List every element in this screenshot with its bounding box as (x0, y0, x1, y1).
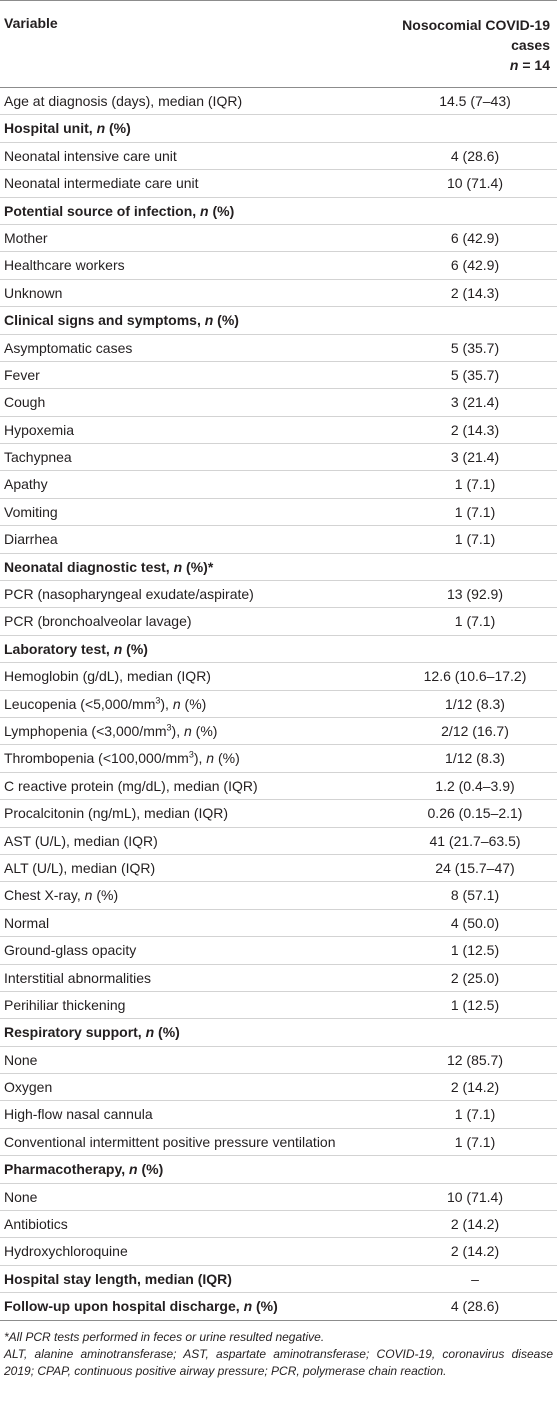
row-label-after: ), (193, 750, 207, 767)
row-label-tail: (%) (180, 695, 207, 712)
row-label-text: Follow-up upon hospital discharge, (4, 1298, 244, 1315)
row-label (4, 1189, 37, 1205)
table-footnotes (0, 1321, 557, 1380)
row-value: 2 (14.2) (450, 1243, 500, 1260)
row-label-text: Oxygen (4, 1079, 53, 1096)
row-label-text: AST (U/L), median (IQR) (4, 832, 158, 849)
row-label (4, 230, 48, 246)
row-label (4, 120, 131, 136)
row-label (4, 340, 132, 356)
row-label-text: Interstitial abnormalities (4, 969, 152, 986)
row-label-n: n (113, 640, 123, 657)
row-label-text: Conventional intermittent positive pressure ventilation (4, 1133, 336, 1150)
row-label-text: Leucopenia (<5,000/mm (4, 695, 156, 712)
row-value: 10 (71.4) (446, 175, 504, 192)
row-value: 2 (14.3) (450, 284, 500, 301)
row-label (4, 586, 254, 602)
row-label-n: n (172, 695, 181, 712)
row-label-text: Laboratory test, (4, 640, 114, 657)
table-row (0, 608, 557, 635)
table-row (0, 1184, 557, 1211)
table-row (0, 718, 557, 745)
row-label (4, 257, 125, 273)
row-label-n: n (200, 202, 209, 219)
row-value: 3 (21.4) (450, 449, 500, 466)
table-row (0, 992, 557, 1019)
row-label-text: Neonatal intensive care unit (4, 147, 177, 164)
row-label (4, 833, 158, 849)
row-label-n: n (184, 722, 192, 739)
row-label-tail: (%) (137, 1161, 164, 1178)
row-label-after: ), (171, 722, 184, 739)
row-label-n: n (173, 558, 183, 575)
row-label-text: Age at diagnosis (days), median (IQR) (4, 93, 243, 109)
table-row (0, 225, 557, 252)
footnote-abbreviations: ALT, alanine aminotransferase; AST, aspartate aminotransferase; COVID-19, coronavirus disease 2019; CPAP, continuous positive airway pressure; PCR, polymerase chain reaction. (4, 1346, 553, 1378)
row-label-tail: (%) (154, 1024, 180, 1041)
table-row (0, 855, 557, 882)
row-label (4, 504, 58, 520)
row-value: 1 (7.1) (454, 613, 496, 630)
header-cases-line1: Nosocomial COVID-19 (402, 17, 550, 33)
section-row (0, 307, 557, 334)
row-label-text: PCR (bronchoalveolar lavage) (4, 613, 192, 630)
row-label-text: Hypoxemia (4, 421, 75, 438)
row-label-text: High-flow nasal cannula (4, 1106, 153, 1123)
row-label (4, 367, 40, 383)
header-n-italic: n (509, 57, 519, 73)
table-row (0, 663, 557, 690)
row-label-n: n (84, 887, 93, 904)
row-value: – (471, 1270, 479, 1287)
table-row (0, 828, 557, 855)
table-row (0, 280, 557, 307)
row-label-text: Mother (4, 229, 48, 246)
row-label-n: n (145, 1024, 155, 1041)
row-label (4, 887, 118, 903)
table-row (0, 1047, 557, 1074)
row-label (4, 860, 155, 876)
row-value: 2/12 (16.7) (441, 722, 509, 739)
row-label (4, 1052, 37, 1068)
row-label (4, 203, 234, 219)
table-body (0, 88, 557, 1321)
row-label-tail: (%) (92, 887, 119, 904)
row-label (4, 942, 136, 958)
row-label-superscript: 3 (188, 749, 194, 760)
row-value: 5 (35.7) (450, 339, 500, 356)
row-label (4, 778, 258, 794)
row-label (4, 1243, 128, 1259)
section-row (0, 636, 557, 663)
section-row (0, 1156, 557, 1183)
row-value: 5 (35.7) (450, 366, 500, 383)
row-label (4, 531, 58, 547)
row-label-text: Chest X-ray, (4, 887, 85, 904)
table-row (0, 691, 557, 718)
section-row (0, 198, 557, 225)
table-header (0, 0, 557, 88)
row-label-text: None (4, 1188, 38, 1205)
row-value: 3 (21.4) (450, 394, 500, 411)
row-value: 12 (85.7) (446, 1051, 504, 1068)
row-value: 24 (15.7–47) (435, 859, 515, 876)
header-cases (350, 15, 550, 75)
row-label-text: PCR (nasopharyngeal exudate/aspirate) (4, 586, 254, 603)
row-value: 1 (7.1) (454, 503, 496, 520)
row-value: 12.6 (10.6–17.2) (423, 668, 527, 685)
table-row (0, 745, 557, 772)
row-label-n: n (243, 1298, 253, 1315)
row-label (4, 970, 151, 986)
row-label-text: Neonatal diagnostic test, (4, 558, 174, 575)
row-label-text: Ground-glass opacity (4, 942, 137, 959)
row-value: 1 (7.1) (454, 1133, 496, 1150)
row-label-text: Healthcare workers (4, 257, 125, 274)
row-label-text: Neonatal intermediate care unit (4, 175, 199, 192)
row-value: 0.26 (0.15–2.1) (427, 805, 523, 822)
row-label-text: Tachypnea (4, 449, 72, 466)
row-label (4, 285, 62, 301)
row-value: 2 (14.2) (450, 1079, 500, 1096)
row-value: 13 (92.9) (446, 586, 504, 603)
table-row (0, 252, 557, 279)
row-label-text: Fever (4, 366, 40, 383)
table-row (0, 910, 557, 937)
table-row (0, 581, 557, 608)
row-label (4, 476, 48, 492)
row-label-tail: (%)* (182, 558, 214, 575)
row-label-text: Vomiting (4, 503, 58, 520)
table-row (0, 773, 557, 800)
row-label-tail: (%) (105, 120, 131, 137)
row-label (4, 641, 148, 657)
row-label-text: Perihiliar thickening (4, 996, 126, 1013)
row-label-text: Hospital stay length, median (IQR) (4, 1270, 232, 1287)
table-row (0, 499, 557, 526)
row-label (4, 997, 125, 1013)
row-label-tail: (%) (213, 312, 239, 329)
section-row (0, 115, 557, 142)
row-value: 1 (7.1) (454, 476, 496, 493)
row-label (4, 312, 239, 328)
row-value: 1 (12.5) (450, 942, 500, 959)
row-label-text: Pharmacotherapy, (4, 1161, 130, 1178)
row-value: 2 (14.3) (450, 421, 500, 438)
row-value: 41 (21.7–63.5) (429, 832, 521, 849)
row-label-tail: (%) (208, 202, 235, 219)
table-row (0, 1101, 557, 1128)
row-label-tail: (%) (191, 722, 218, 739)
row-label-n: n (204, 312, 214, 329)
row-label (4, 559, 213, 575)
row-label (4, 1134, 336, 1150)
header-cases-n (350, 55, 550, 75)
row-label (4, 1298, 278, 1314)
row-label (4, 148, 177, 164)
row-label-text: None (4, 1051, 38, 1068)
row-label-superscript: 3 (166, 722, 172, 733)
table-row (0, 471, 557, 498)
row-label-tail: (%) (252, 1298, 278, 1315)
footnote-pcr: *All PCR tests performed in feces or urine resulted negative. (4, 1329, 325, 1344)
row-value: 1/12 (8.3) (445, 695, 505, 712)
row-value: 4 (28.6) (450, 1298, 500, 1315)
row-value: 1/12 (8.3) (445, 750, 505, 767)
row-label-tail: (%) (122, 640, 148, 657)
row-label (4, 1079, 52, 1095)
table-row (0, 937, 557, 964)
row-label-superscript: 3 (155, 694, 161, 705)
row-label-text: Lymphopenia (<3,000/mm (4, 722, 167, 739)
row-label (4, 93, 242, 109)
row-label (4, 696, 206, 712)
row-value: 4 (28.6) (450, 147, 500, 164)
row-label (4, 668, 211, 684)
row-label (4, 723, 217, 739)
header-n-count: = 14 (518, 57, 550, 73)
row-value: 8 (57.1) (450, 887, 500, 904)
table-row (0, 1238, 557, 1265)
row-label-text: Cough (4, 394, 46, 411)
row-label-text: Apathy (4, 476, 48, 493)
table-row (0, 882, 557, 909)
row-label (4, 449, 72, 465)
row-value: 4 (50.0) (450, 914, 500, 931)
table-row (0, 417, 557, 444)
table-row (0, 143, 557, 170)
table-row (0, 1129, 557, 1156)
table-row (0, 389, 557, 416)
row-label (4, 422, 74, 438)
section-row (0, 554, 557, 581)
row-value: 1.2 (0.4–3.9) (435, 777, 515, 794)
row-label-text: Procalcitonin (ng/mL), median (IQR) (4, 805, 229, 822)
row-label-text: Thrombopenia (<100,000/mm (4, 750, 189, 767)
row-label-text: C reactive protein (mg/dL), median (IQR) (4, 777, 258, 794)
table-row (0, 444, 557, 471)
row-value: 2 (14.2) (450, 1216, 500, 1233)
row-value: 6 (42.9) (450, 257, 500, 274)
row-label (4, 1161, 163, 1177)
row-label (4, 394, 45, 410)
table-row (0, 88, 557, 115)
row-label-text: Antibiotics (4, 1216, 68, 1233)
row-label-text: Diarrhea (4, 531, 58, 548)
row-value: 14.5 (7–43) (439, 93, 511, 109)
row-label-after: ), (160, 695, 173, 712)
row-label-text: Unknown (4, 284, 63, 301)
row-label (4, 1216, 68, 1232)
table-row (0, 526, 557, 553)
table-row (0, 362, 557, 389)
row-label-text: Normal (4, 914, 50, 931)
row-label (4, 613, 192, 629)
row-label (4, 1271, 232, 1287)
row-label (4, 915, 49, 931)
table-row (0, 1074, 557, 1101)
row-label (4, 1106, 153, 1122)
row-value: 10 (71.4) (446, 1188, 504, 1205)
header-variable: Variable (4, 15, 58, 31)
row-label (4, 750, 240, 766)
row-label-text: Hemoglobin (g/dL), median (IQR) (4, 668, 211, 685)
row-label-text: Clinical signs and symptoms, (4, 312, 205, 329)
section-row (0, 1019, 557, 1046)
row-value: 1 (7.1) (454, 531, 496, 548)
table-row (0, 800, 557, 827)
header-cases-line2: cases (511, 37, 550, 53)
row-label-n: n (129, 1161, 138, 1178)
row-label-tail: (%) (214, 750, 240, 767)
table-row (0, 335, 557, 362)
row-label-text: Potential source of infection, (4, 202, 201, 219)
row-label-text: Respiratory support, (4, 1024, 146, 1041)
section-row (0, 1293, 557, 1320)
row-value: 1 (7.1) (454, 1106, 496, 1123)
row-label (4, 1024, 180, 1040)
row-label-n: n (206, 750, 215, 767)
row-label-text: Asymptomatic cases (4, 339, 133, 356)
row-label-n: n (96, 120, 106, 137)
table-row (0, 170, 557, 197)
row-label (4, 805, 228, 821)
table-row (0, 1211, 557, 1238)
table-row (0, 965, 557, 992)
row-label-text: Hydroxychloroquine (4, 1243, 128, 1260)
row-value: 6 (42.9) (450, 229, 500, 246)
section-row (0, 1266, 557, 1293)
row-label-text: ALT (U/L), median (IQR) (4, 859, 156, 876)
row-label-text: Hospital unit, (4, 120, 97, 137)
row-value: 1 (12.5) (450, 996, 500, 1013)
row-value: 2 (25.0) (450, 969, 500, 986)
row-label (4, 175, 199, 191)
